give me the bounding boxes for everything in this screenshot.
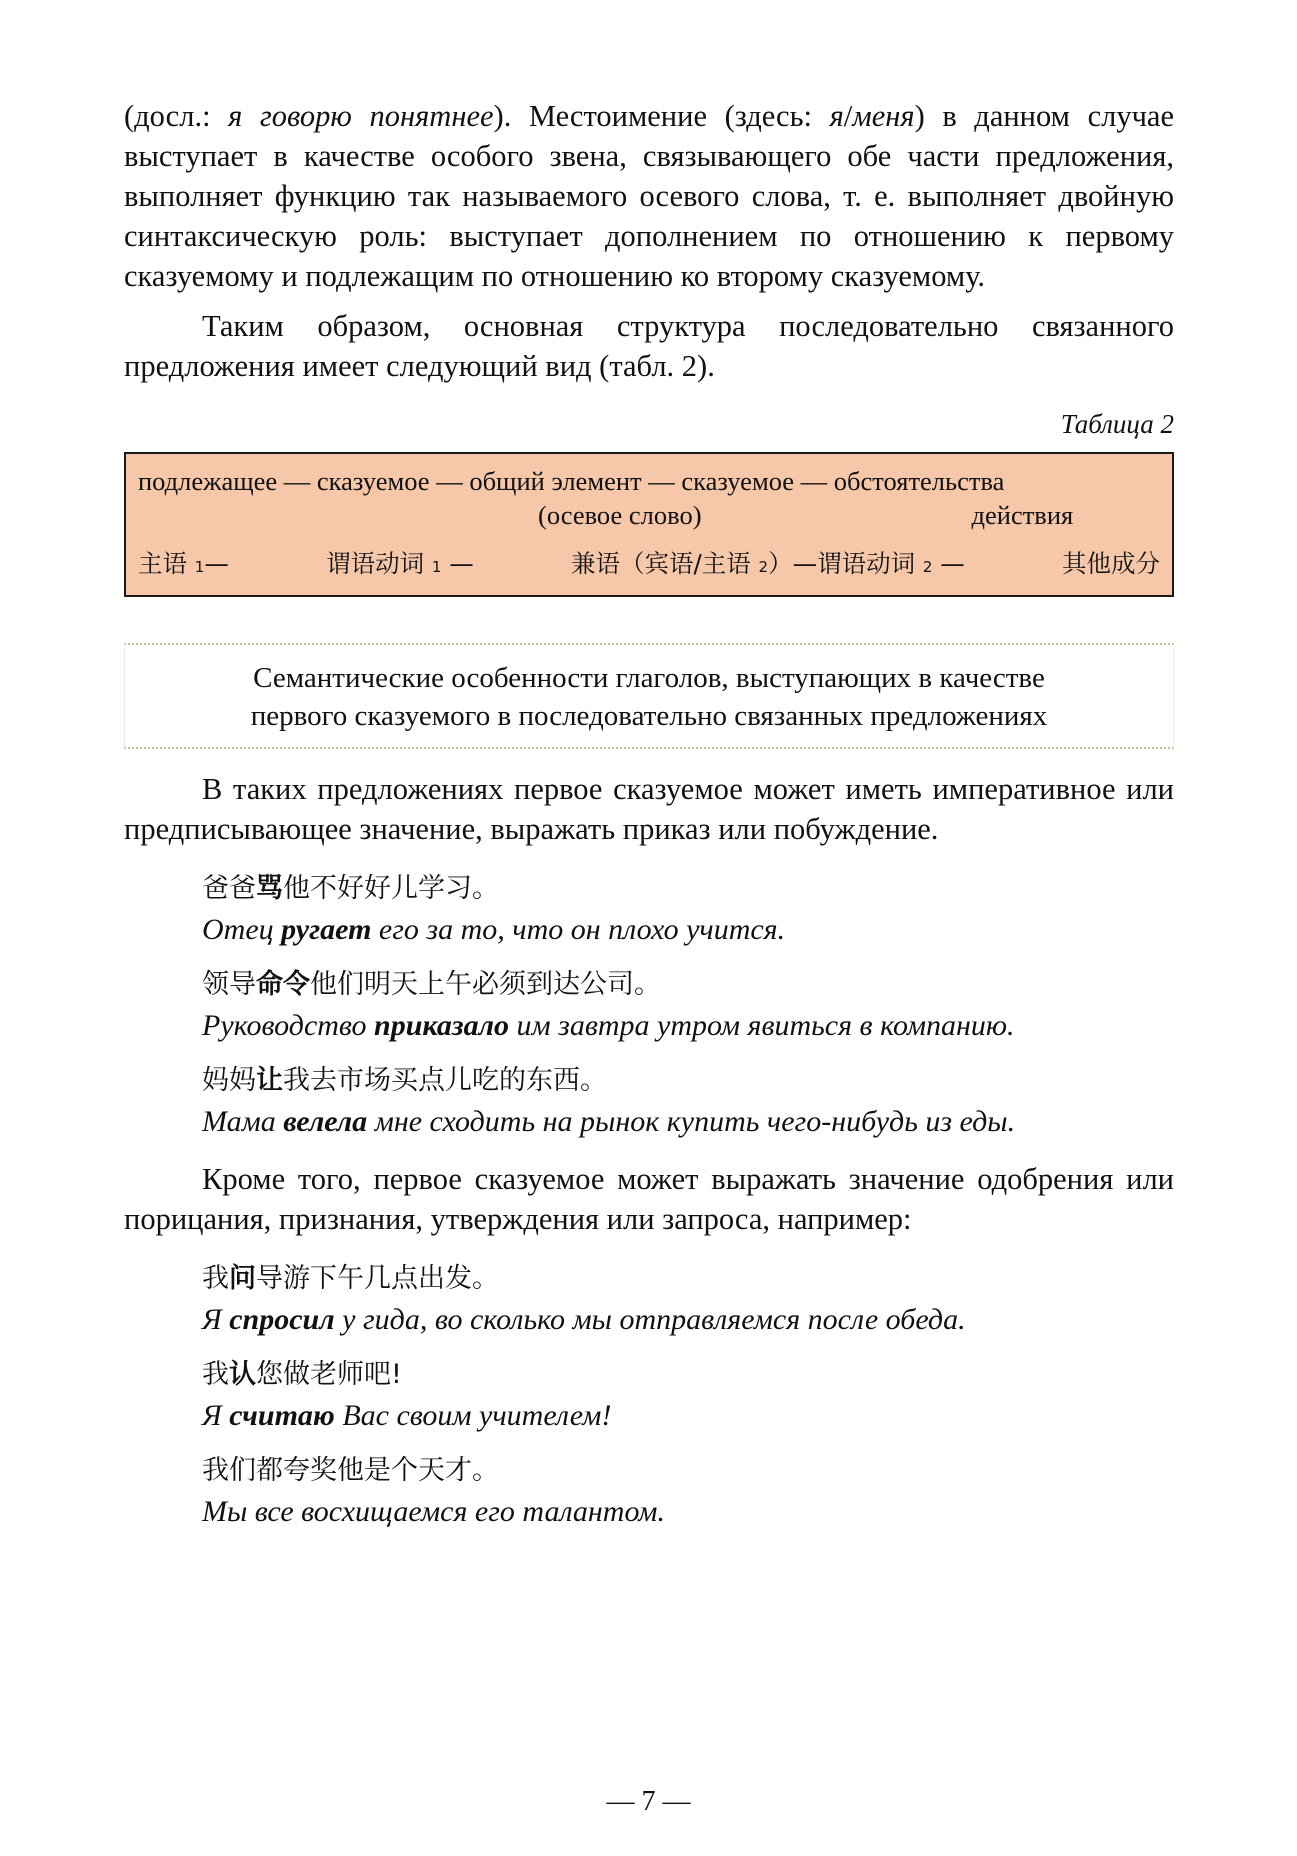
zh-text: 我 xyxy=(202,1359,229,1390)
ru-text: его за то, что он плохо учится. xyxy=(371,913,786,946)
example-chinese xyxy=(202,1449,1174,1493)
ru-text: Я xyxy=(202,1399,230,1432)
table-cell-other: 其他成分 xyxy=(1061,549,1160,578)
ru-text: Мама xyxy=(202,1105,284,1138)
structure-table xyxy=(124,452,1174,597)
zh-text: 我 xyxy=(202,1263,229,1294)
example-translation xyxy=(202,1007,1174,1045)
table-cell: подлежащее — сказуемое — общий элемент — сказуемое — обстоятельства xyxy=(138,466,1005,496)
text-span: ) в данном случае выступает в качестве особого звена, связывающего обе части предложения, выполняет функцию так называемого осевого слова, т. е. выполняет двойную синтаксическую роль: выступает дополнением по отношению к первому сказуемому и подлежащим по отношению ко второму сказуемому. xyxy=(124,99,1174,293)
example-chinese xyxy=(202,1353,1174,1397)
example-item xyxy=(202,1059,1174,1141)
zh-text: 我去市场买点儿吃的东西。 xyxy=(283,1065,607,1096)
example-translation xyxy=(202,1493,1174,1531)
example-chinese xyxy=(202,1059,1174,1103)
zh-text: 导游下午几点出发。 xyxy=(256,1263,499,1294)
zh-verb: 骂 xyxy=(256,873,283,904)
text-span: ). Местоимение (здесь: xyxy=(493,99,830,133)
zh-text: 领导 xyxy=(202,969,256,1000)
example-chinese xyxy=(202,1257,1174,1301)
ru-verb: приказало xyxy=(374,1009,509,1042)
example-item xyxy=(202,1449,1174,1531)
cell-text: — xyxy=(441,549,474,578)
zh-verb: 让 xyxy=(256,1065,283,1096)
example-translation xyxy=(202,1397,1174,1435)
table-cell: действия xyxy=(971,500,1074,530)
paragraph-approval: Кроме того, первое сказуемое может выражать значение одобрения или порицания, признания, утверждения или запроса, например: xyxy=(124,1162,1174,1236)
cell-text: — xyxy=(932,549,965,578)
example-chinese xyxy=(202,867,1174,911)
ru-verb: спросил xyxy=(229,1303,335,1336)
cell-text: — xyxy=(204,549,229,578)
example-item xyxy=(202,963,1174,1045)
table-cell-subject xyxy=(138,544,229,587)
paragraph-structure: Таким образом, основная структура последовательно связанного предложения имеет следующий вид (табл. 2). xyxy=(124,309,1174,383)
table-cell-predicate1 xyxy=(326,544,474,587)
italic-phrase: я говорю понятнее xyxy=(228,99,494,133)
ru-verb: считаю xyxy=(229,1399,335,1432)
example-item xyxy=(202,1257,1174,1339)
page-number: — 7 — xyxy=(606,1786,691,1817)
ru-text: Я xyxy=(202,1303,230,1336)
ru-text: им завтра утром явиться в компанию. xyxy=(508,1009,1015,1042)
example-translation xyxy=(202,1301,1174,1339)
zh-verb: 认 xyxy=(229,1359,256,1390)
section-heading-line: Семантические особенности глаголов, выступающих в качестве xyxy=(253,662,1045,694)
subscript: 2 xyxy=(922,558,933,576)
example-translation xyxy=(202,911,1174,949)
page-content xyxy=(124,96,1174,1531)
table-cell: (осевое слово) xyxy=(538,500,702,530)
cell-text: 谓语动词 xyxy=(326,549,425,578)
zh-text: 他不好好儿学习。 xyxy=(283,873,499,904)
zh-verb: 问 xyxy=(229,1263,256,1294)
example-item xyxy=(202,867,1174,949)
zh-verb: 命令 xyxy=(256,969,310,1000)
table-row-russian-sub xyxy=(138,498,1160,532)
text-span: (досл.: xyxy=(124,99,229,133)
ru-verb: велела xyxy=(283,1105,368,1138)
cell-text: ）—谓语动词 xyxy=(768,549,916,578)
ru-text: мне сходить на рынок купить чего-нибудь из еды. xyxy=(367,1105,1016,1138)
table-cell-pivot xyxy=(571,544,965,587)
ru-text: Руководство xyxy=(202,1009,375,1042)
subscript: 1 xyxy=(194,558,205,576)
ru-text: Отец xyxy=(202,913,282,946)
table-row-russian xyxy=(138,464,1160,498)
italic-word: меня xyxy=(852,99,915,133)
table-row-chinese xyxy=(138,544,1160,587)
zh-text: 妈妈 xyxy=(202,1065,256,1096)
italic-word: я xyxy=(829,99,844,133)
paragraph-intro xyxy=(124,96,1174,296)
zh-text: 爸爸 xyxy=(202,873,256,904)
cell-text: 主语 xyxy=(138,549,187,578)
ru-text: Вас своим учителем! xyxy=(334,1399,612,1432)
section-heading-box xyxy=(124,643,1174,749)
subscript: 1 xyxy=(431,558,442,576)
zh-text: 您做老师吧! xyxy=(256,1359,402,1390)
text-span: / xyxy=(843,99,853,133)
ru-verb: ругает xyxy=(281,913,372,946)
table-caption: Таблица 2 xyxy=(1060,409,1174,439)
example-item xyxy=(202,1353,1174,1435)
subscript: 2 xyxy=(758,558,769,576)
paragraph-imperative: В таких предложениях первое сказуемое может иметь императивное или предписывающее значение, выражать приказ или побуждение. xyxy=(124,772,1174,846)
cell-text: 兼语（宾语/主语 xyxy=(570,549,751,578)
example-translation xyxy=(202,1103,1174,1141)
zh-text: 他们明天上午必须到达公司。 xyxy=(310,969,661,1000)
example-chinese xyxy=(202,963,1174,1007)
zh-text: 我们都夸奖他是个天才。 xyxy=(202,1455,499,1486)
section-heading-line: первого сказуемого в последовательно связанных предложениях xyxy=(250,700,1048,732)
ru-text: Мы все восхищаемся его талантом. xyxy=(202,1495,665,1528)
ru-text: у гида, во сколько мы отправляемся после обеда. xyxy=(334,1303,966,1336)
